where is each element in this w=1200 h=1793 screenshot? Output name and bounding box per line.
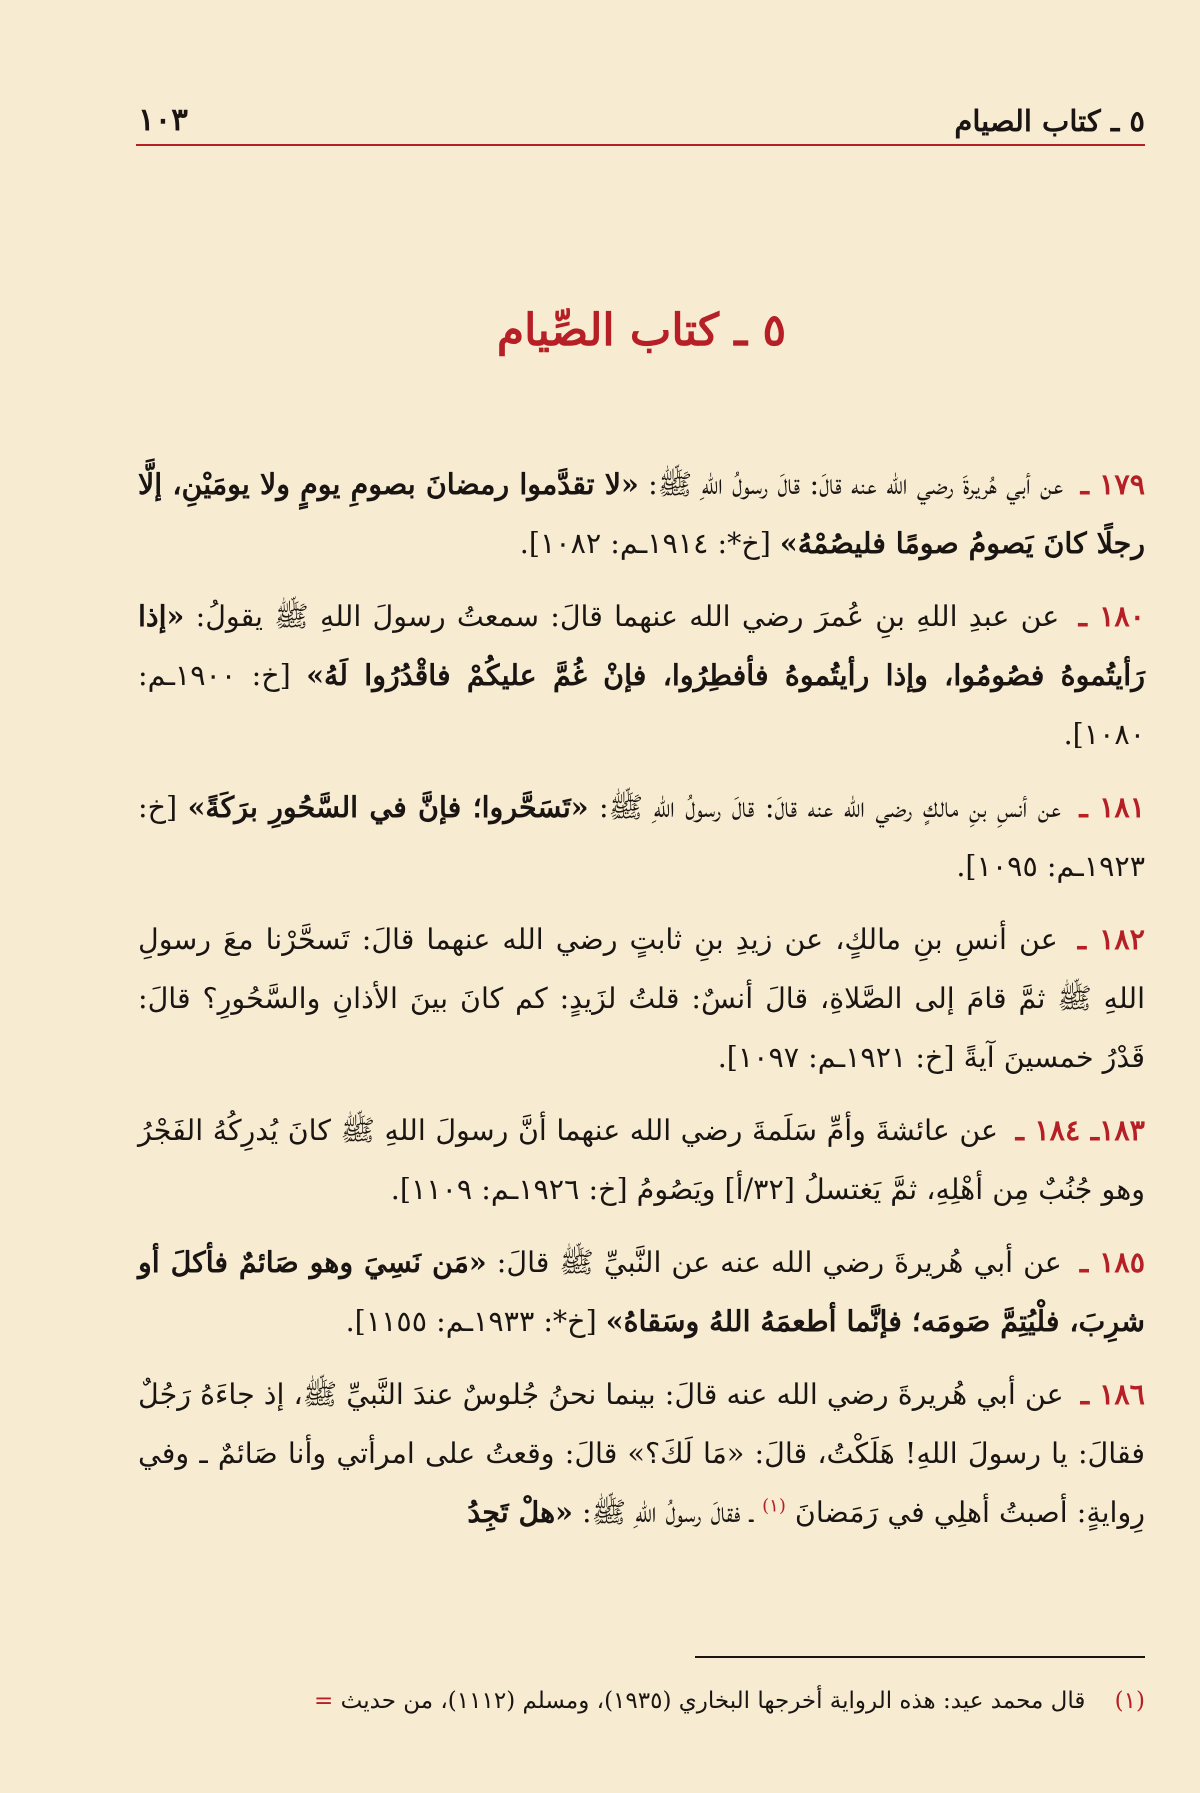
hadith-number: ١٧٩ ـ [1080,467,1146,501]
hadith-intro: عن عائشةَ وأمِّ سَلَمةَ رضي الله عنهما أنَّ رسولَ اللهِ ﷺ كانَ يُدرِكُهُ الفَجْرُ وهو جُنُبٌ مِن أهْلِهِ، ثمَّ يَغتسلُ [٣٢/أ] ويَصُومُ [138,1114,1145,1206]
hadith-intro: عن أبي هُريرةَ رضي الله عنه قالَ: بينما نحنُ جُلوسٌ عندَ النَّبيِّ ﷺ، إذ جاءَهُ رَجُلٌ فقالَ: يا رسولَ اللهِ! هَلَكْتُ، قالَ: «مَا لَكَ؟» قالَ: وقعتُ على امرأتي وأنا صَائمٌ ـ وفي رِوايةٍ: أصبتُ أهلِي في رَمَضانَ [138,1378,1145,1529]
hadith-180 [138,587,1145,764]
hadith-185 [138,1233,1145,1351]
hadith-reference: [خ: ١٩٢١ـم: ١٠٩٧]. [717,1041,955,1074]
running-chapter-title: ٥ ـ كتاب الصيام [954,104,1145,138]
book-title: ٥ ـ كتاب الصِّيام [496,305,787,356]
hadith-182 [138,910,1145,1087]
header-rule [136,144,1145,146]
hadith-quote: «هلْ تَجِدُ [467,1495,573,1529]
hadith-number: ١٨١ ـ [1079,790,1146,824]
hadith-179 [138,455,1145,573]
hadith-number: ١٨٢ ـ [1077,922,1145,956]
hadith-intro-continued: ـ فقالَ رسولُ اللهِ ﷺ: [582,1496,754,1529]
hadith-intro: عن أبي هُريرةَ رضي الله عنه قالَ: قالَ رسولُ اللهِ ﷺ: [648,468,1064,501]
hadith-186 [138,1365,1145,1542]
footnote-label: (١) [1114,1688,1145,1714]
footnote-rule [695,1656,1145,1658]
page-number: ١٠٣ [138,102,188,138]
hadith-list [138,455,1145,1556]
hadith-intro: عن أنسِ بنِ مالكٍ، عن زيدِ بنِ ثابتٍ رضي الله عنهما قالَ: تَسحَّرْنا معَ رسولِ اللهِ ﷺ ثمَّ قامَ إلى الصَّلاةِ، قالَ أنسٌ: قلتُ لزَيدٍ: كم كانَ بينَ الأذانِ والسَّحُورِ؟ قالَ: قَدْرُ خمسينَ آيةً [138,923,1145,1074]
hadith-reference: [خ*: ١٩٣٣ـم: ١١٥٥]. [345,1305,597,1338]
hadith-reference: [خ: ١٩٢٦ـم: ١١٠٩]. [390,1173,628,1206]
hadith-quote: «لا تقدَّموا رمضانَ بصومِ يومٍ ولا يومَيْنِ، إلَّا رجلًا كانَ يَصومُ صومًا فليصُمْهُ» [138,467,1145,560]
hadith-reference: [خ*: ١٩١٤ـم: ١٠٨٢]. [519,527,771,560]
hadith-intro: عن أبي هُريرةَ رضي الله عنه عن النَّبيِّ ﷺ قالَ: [496,1246,1062,1279]
footnote [138,1684,1145,1718]
hadith-183-184 [138,1101,1145,1219]
hadith-intro: عن أنسِ بنِ مالكٍ رضي الله عنه قالَ: قالَ رسولُ اللهِ ﷺ: [599,791,1061,824]
hadith-quote: «مَن نَسِيَ وهو صَائمٌ فأكلَ أو شرِبَ، فلْيُتِمَّ صَومَه؛ فإنَّما أطعمَهُ اللهُ وسَقاهُ» [138,1245,1145,1338]
footnote-reference[interactable]: (١) [762,1495,786,1517]
footnote-continuation-mark: = [314,1688,334,1714]
hadith-number: ١٨٦ ـ [1080,1377,1145,1411]
hadith-reference: [خ: ١٩٠٠ـم: ١٠٨٠]. [138,659,1145,751]
footnote-text: قال محمد عيد: هذه الرواية أخرجها البخاري (١٩٣٥)، ومسلم (١١١٢)، من حديث [340,1688,1086,1714]
hadith-intro: عن عبدِ اللهِ بنِ عُمرَ رضي الله عنهما قالَ: سمعتُ رسولَ اللهِ ﷺ يقولُ: [195,600,1060,633]
hadith-reference: [خ: ١٩٢٣ـم: ١٠٩٥]. [138,791,1145,883]
hadith-181 [138,778,1145,896]
hadith-number: ١٨٣ـ ١٨٤ ـ [1015,1113,1145,1147]
hadith-quote: «تَسَحَّروا؛ فإنَّ في السَّحُورِ برَكَةً» [187,790,589,824]
hadith-number: ١٨٠ ـ [1078,599,1145,633]
hadith-quote: «إذا رَأيتُموهُ فصُومُوا، وإذا رأيتُموهُ فأفطِرُوا، فإنْ غُمَّ عليكُمْ فاقْدُرُوا لَهُ» [138,599,1145,692]
hadith-number: ١٨٥ ـ [1079,1245,1146,1279]
running-header [138,88,1145,138]
